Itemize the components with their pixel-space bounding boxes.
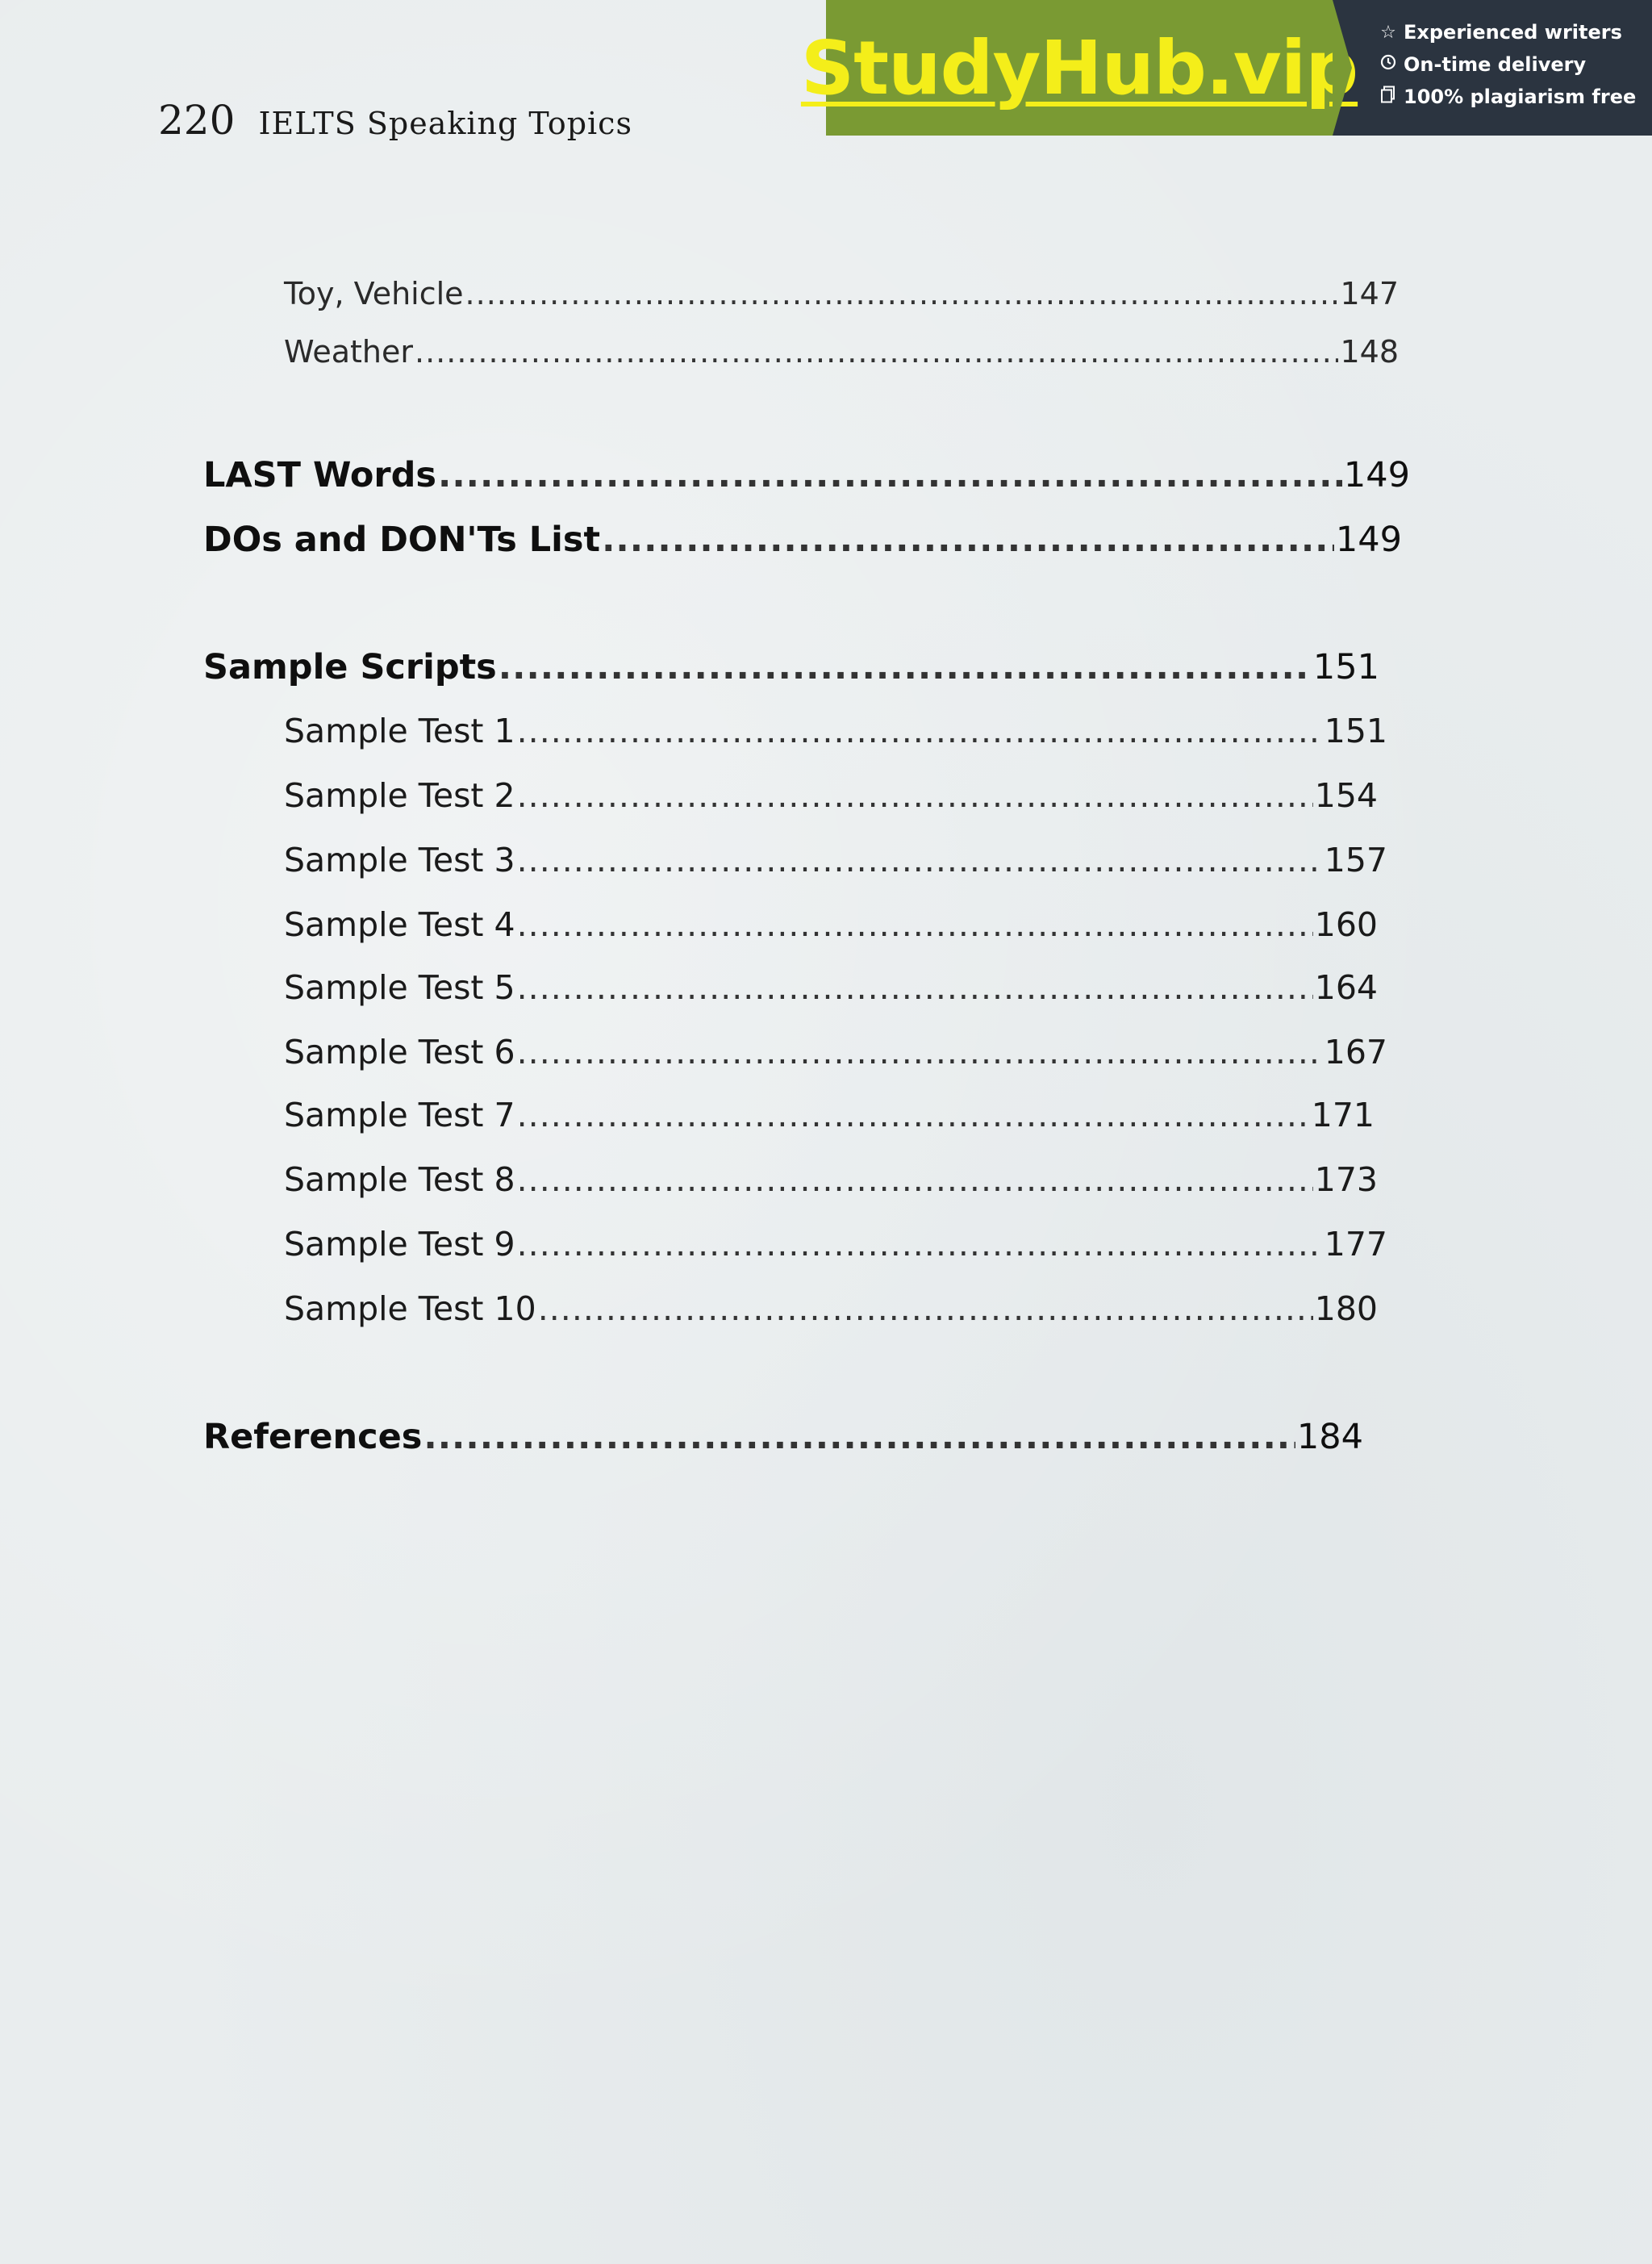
toc-entry-title: Sample Scripts	[203, 647, 497, 687]
toc-entry	[284, 1289, 1378, 1328]
ad-feature-text: 100% plagiarism free	[1404, 86, 1637, 108]
ad-banner[interactable]	[800, 0, 1652, 136]
toc-entry-page: 151	[1324, 712, 1387, 750]
toc-entry-title: LAST Words	[203, 455, 436, 495]
toc-entry-title: Sample Test 7	[284, 1096, 515, 1134]
toc-entry-title: Sample Test 10	[284, 1289, 536, 1328]
toc-entry-title: Sample Test 3	[284, 841, 515, 879]
toc-entry-title: Toy, Vehicle	[284, 276, 464, 311]
toc-entry-title: Sample Test 5	[284, 968, 515, 1007]
dot-leader	[517, 1096, 1310, 1134]
toc-entry-page: 177	[1324, 1225, 1387, 1264]
toc-entry	[284, 1033, 1387, 1071]
toc-entry-title: Sample Test 9	[284, 1225, 515, 1264]
dot-leader	[517, 841, 1323, 879]
toc-entry-page: 180	[1314, 1289, 1378, 1328]
toc-entry-page: 164	[1314, 968, 1378, 1007]
toc-entry	[203, 1417, 1363, 1457]
ad-feature	[1379, 21, 1652, 44]
book-title: IELTS Speaking Topics	[258, 106, 632, 141]
toc-entry	[284, 276, 1399, 311]
toc-entry-title: References	[203, 1417, 423, 1457]
dot-leader	[517, 1160, 1313, 1199]
toc-entry-title: Sample Test 8	[284, 1160, 515, 1199]
toc-entry-page: 151	[1312, 647, 1379, 687]
toc-entry	[284, 841, 1387, 879]
toc-entry	[284, 1225, 1387, 1264]
toc-entry-title: Sample Test 2	[284, 776, 515, 815]
ad-feature	[1379, 86, 1652, 108]
document-icon	[1379, 86, 1397, 108]
toc-entry-page: 154	[1314, 776, 1378, 815]
toc-entry-page: 167	[1324, 1033, 1387, 1071]
toc-entry-title: DOs and DON'Ts List	[203, 520, 601, 560]
toc-entry-title: Sample Test 1	[284, 712, 515, 750]
toc-entry-page: 149	[1343, 455, 1410, 495]
star-icon: ☆	[1380, 22, 1396, 43]
toc-entry-title: Weather	[284, 334, 413, 370]
dot-leader	[517, 1033, 1323, 1071]
ad-feature-text: Experienced writers	[1404, 21, 1622, 44]
toc-entry-page: 157	[1324, 841, 1387, 879]
ad-features	[1333, 0, 1652, 136]
toc-entry	[284, 712, 1387, 750]
dot-leader	[517, 1225, 1323, 1264]
dot-leader	[465, 276, 1339, 311]
toc-entry	[203, 647, 1379, 687]
dot-leader	[423, 1417, 1295, 1457]
ad-feature-text: On-time delivery	[1404, 53, 1587, 76]
dot-leader	[517, 905, 1313, 944]
toc-entry-page: 147	[1340, 276, 1399, 311]
dot-leader	[602, 520, 1334, 560]
ad-brand-panel[interactable]	[800, 0, 1358, 136]
dot-leader	[415, 334, 1338, 370]
dot-leader	[438, 455, 1342, 495]
toc-entry-page: 171	[1311, 1096, 1375, 1134]
toc-entry	[284, 334, 1399, 370]
dot-leader	[499, 647, 1312, 687]
toc-entry-page: 148	[1340, 334, 1399, 370]
running-header	[158, 97, 632, 144]
toc-entry-page: 160	[1314, 905, 1378, 944]
dot-leader	[517, 968, 1313, 1007]
toc-entry-title: Sample Test 4	[284, 905, 515, 944]
toc-entry	[203, 520, 1402, 560]
toc-entry	[284, 968, 1378, 1007]
toc-entry	[203, 455, 1410, 495]
toc-entry	[284, 776, 1378, 815]
toc-entry	[284, 905, 1378, 944]
page-number: 220	[158, 97, 236, 144]
ad-feature	[1379, 53, 1652, 76]
toc-entry-page: 149	[1335, 520, 1402, 560]
studyhub-logo[interactable]: StudyHub.vip	[800, 24, 1358, 111]
dot-leader	[517, 712, 1323, 750]
toc-entry-page: 184	[1296, 1417, 1363, 1457]
toc-entry	[284, 1160, 1378, 1199]
clock-icon	[1379, 54, 1397, 75]
toc-entry-page: 173	[1314, 1160, 1378, 1199]
toc-entry-title: Sample Test 6	[284, 1033, 515, 1071]
dot-leader	[538, 1289, 1313, 1328]
toc-entry	[284, 1096, 1375, 1134]
dot-leader	[517, 776, 1313, 815]
